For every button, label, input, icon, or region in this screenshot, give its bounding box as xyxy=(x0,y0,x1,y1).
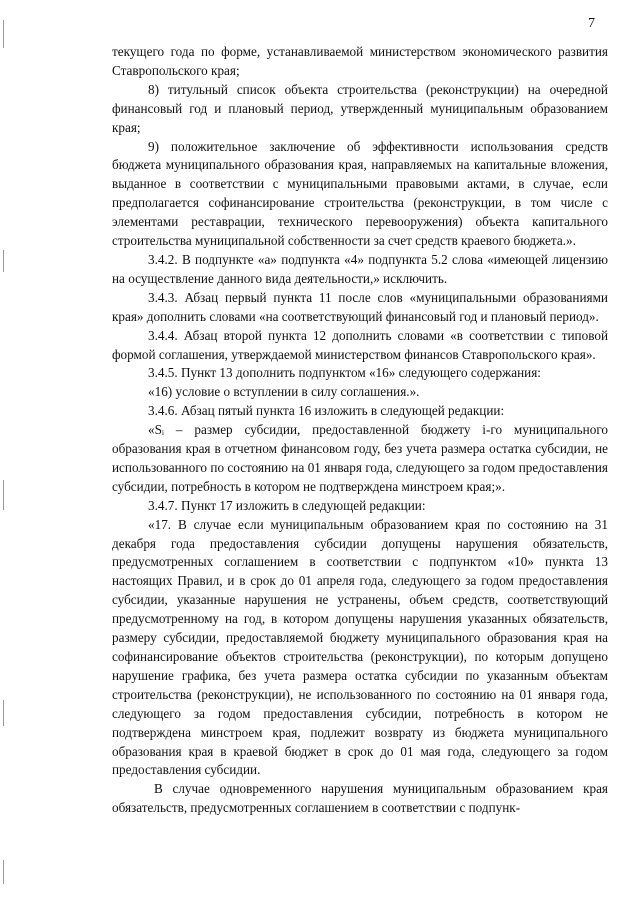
paragraph: В случае одновременного нарушения муниципальным образованием края обязательств, предусмотренных соглашением в соответствии с подпунк- xyxy=(112,781,608,816)
paragraph: «16) условие о вступлении в силу соглашения.». xyxy=(148,384,420,400)
paragraph: 3.4.2. В подпункте «а» подпункта «4» подпункта 5.2 слова «имеющей лицензию на осуществление данного вида деятельности,» исключить. xyxy=(112,251,608,286)
paragraph: 8) титульный список объекта строительства (реконструкции) на очередной финансовый год и плановый период, утвержденный муниципальным образованием края; xyxy=(112,81,608,135)
paragraph: 3.4.5. Пункт 13 дополнить подпунктом «16» следующего содержания: xyxy=(148,365,541,381)
binding-margin-marks xyxy=(0,0,6,905)
paragraph: 3.4.3. Абзац первый пункта 11 после слов «муниципальными образованиями края» дополнить словами «на соответствующий финансовый год и плановый период». xyxy=(112,289,608,324)
paragraph: «Sᵢ – размер субсидии, предоставленной бюджету i-го муниципального образования края в отчетном финансовом году, без учета размера остатка субсидии, не использованного по состоянию на 01 января года, следующего за годом предоставления субсидии, потребность в котором не подтверждена минстроем края;». xyxy=(112,422,608,494)
paragraph: «17. В случае если муниципальным образованием края по состоянию на 31 декабря года предоставления субсидии допущены нарушения обязательств, предусмотренных соглашением в соответствии с подпунктом «10» пункта 13 настоящих Правил, и в срок до 01 апреля года, следующего за годом предоставления субсидии, указанные нарушения не устранены, объем средств, соответствующий предусмотренному на год, в котором допущены нарушения указанных обязательств, размеру субсидии, предоставляемой бюджету муниципального образования края на софинансирование объектов строительства (реконструкции), по которым допущено нарушение графика, без учета размера остатка субсидии по указанным объектам строительства (реконструкции), не использованного по состоянию на 01 января года, следующего за годом предоставления субсидии, потребность в котором не подтверждена минстроем края, подлежит возврату из бюджета муниципального образования края в краевой бюджет в срок до 01 мая года, следующего за годом предоставления субсидии. xyxy=(112,516,608,778)
paragraph: 3.4.4. Абзац второй пункта 12 дополнить словами «в соответствии с типовой формой соглашения, утверждаемой министерством финансов Ставропольского края». xyxy=(112,327,608,362)
paragraph: текущего года по форме, устанавливаемой министерством экономического развития Ставропольского края; xyxy=(112,44,608,78)
page-number: 7 xyxy=(588,16,595,31)
document-body xyxy=(112,43,608,818)
paragraph: 9) положительное заключение об эффективности использования средств бюджета муниципального образования края, направляемых на капитальные вложения, выданное в соответствии с муниципальными правовыми актами, в случае, если предполагается софинансирование строительства (реконструкции, в том числе с элементами реставрации, технического перевооружения) объекта капитального строительства муниципальной собственности за счет средств краевого бюджета.». xyxy=(112,138,608,249)
paragraph: 3.4.6. Абзац пятый пункта 16 изложить в следующей редакции: xyxy=(148,403,505,419)
paragraph: 3.4.7. Пункт 17 изложить в следующей редакции: xyxy=(148,497,426,513)
